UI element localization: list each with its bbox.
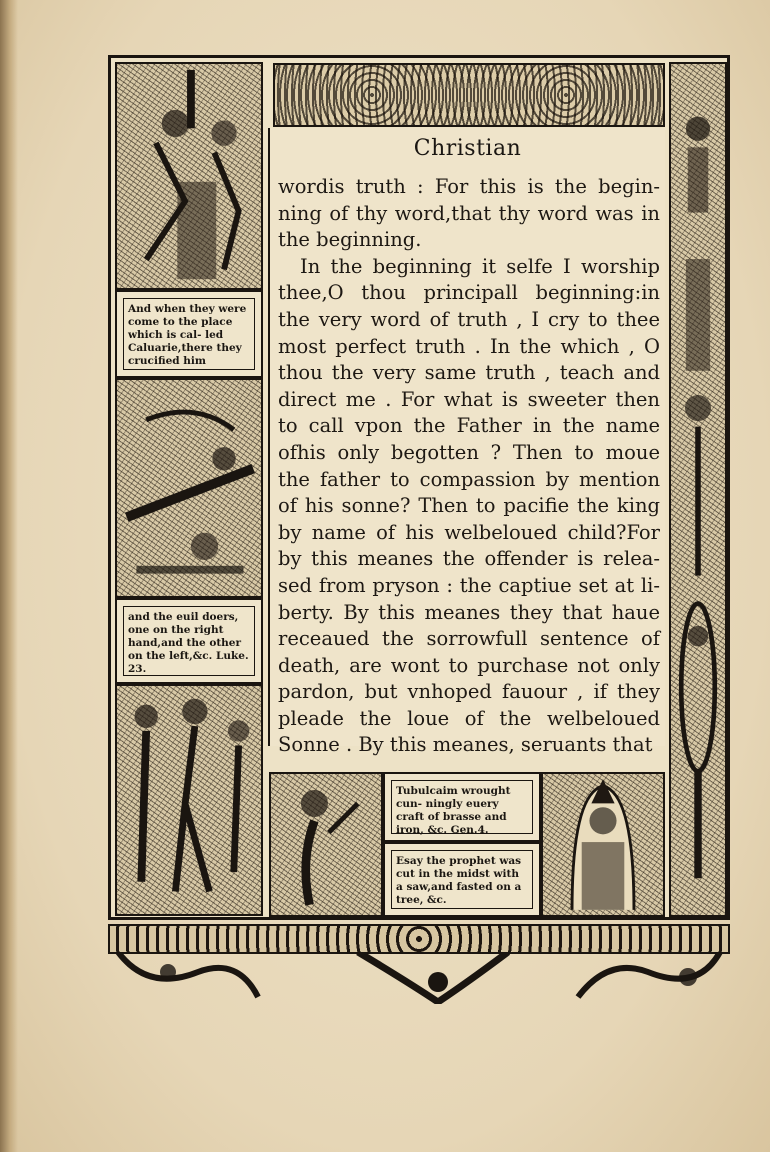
ornament-right-pillar: [669, 62, 727, 917]
woodcut-nailing-cross: [115, 62, 263, 290]
caption-tubalcain: [383, 772, 541, 842]
woodcut-tubalcain: [269, 772, 383, 917]
prophet-illustration: [543, 774, 663, 915]
caption-calvary: [115, 290, 263, 378]
caption-evildoers-text: and the euil doers, one on the right hand,and the other on the left,&c. Luke. 23.: [123, 606, 255, 676]
caption-evildoers: [115, 598, 263, 684]
caption-esay-text: Esay the prophet was cut in the midst with a saw,and fasted on a tree, &c.: [391, 850, 533, 909]
woodcut-prophet: [541, 772, 665, 917]
body-text: [278, 174, 660, 759]
woodcut-fighting-illustration: [117, 686, 261, 914]
tubalcain-illustration: [271, 774, 381, 915]
caption-esay: [383, 842, 541, 917]
ornament-bottom-band: [108, 924, 730, 1004]
caption-tubalcain-text: Tubulcaim wrought cun- ningly euery craft of brasse and iron, &c. Gen.4.: [391, 780, 533, 834]
paragraph-2: In the beginning it selfe I worship thee,O thou principall beginning:in the very word of truth , I cry to thee most perfect truth . In the which , O thou the very same truth , teach and direct me . For what is sweeter then to call vpon the Father in the name ofhis only begotten ? Then to moue the father to compassion by mention of his sonne? Then to pacifie the king by name of his welbeloued child?For by this meanes the offender is relea- sed from pryson : the captiue set at li- berty. By this meanes they that haue receaued the sorrowfull sentence of death, are wont to purchase not only pardon, but vnhoped fauour , if they pleade the loue of the welbeloued Sonne . By this meanes, seruants that: [278, 254, 660, 757]
woodcut-figures-illustration: [117, 64, 261, 288]
woodcut-crucifixion: [115, 378, 263, 598]
book-spine-shadow: [0, 0, 18, 1152]
woodcut-figures-fighting: [115, 684, 263, 916]
ornamental-frame: [108, 55, 730, 920]
main-text-panel: [268, 128, 665, 757]
caption-calvary-text: And when they were come to the place which is cal- led Caluarie,there they crucified him: [123, 298, 255, 370]
pillar-figures-illustration: [671, 64, 725, 915]
paragraph-1: wordis truth : For this is the begin- ning of thy word,that thy word was in the beginning.: [278, 175, 660, 252]
ornament-header-band: [273, 63, 665, 127]
running-title: Christian: [413, 136, 522, 161]
ornament-bead-strip: [108, 924, 730, 954]
woodcut-crucifixion-illustration: [117, 380, 261, 596]
ornament-foliage: [108, 952, 730, 1004]
